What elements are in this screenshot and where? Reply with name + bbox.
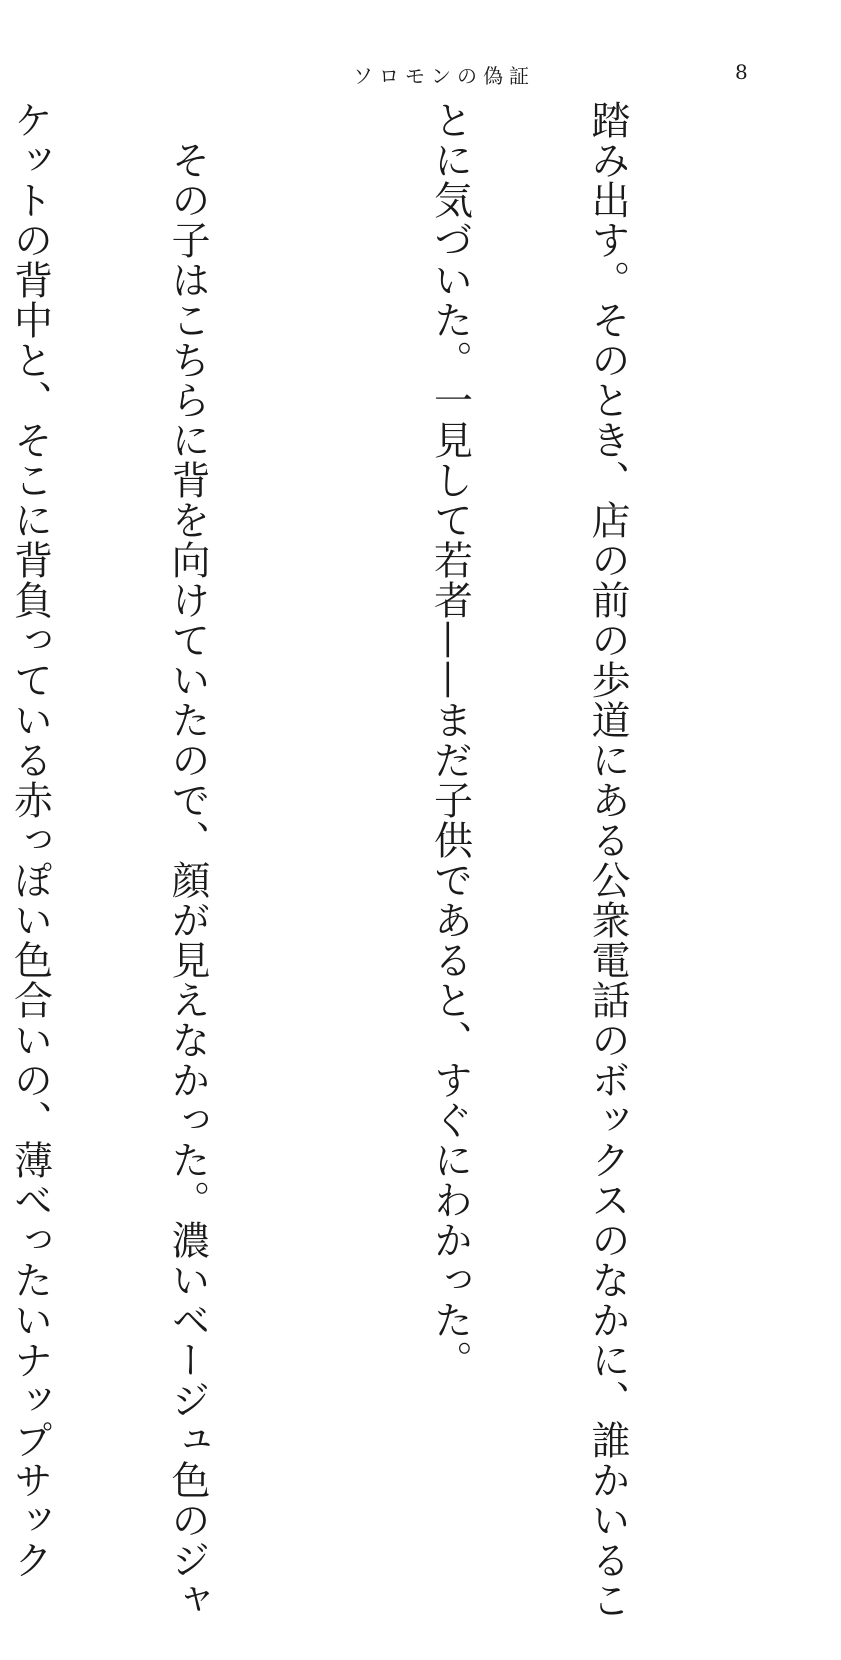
page-number: 8 xyxy=(735,60,748,84)
text-line: その子はこちらに背を向けていたので、顔が見えなかった。濃いベージュ色のジャ xyxy=(165,100,210,1620)
paragraph xyxy=(318,100,738,1620)
body-text xyxy=(7,100,738,1620)
paragraph xyxy=(0,100,318,1620)
text-line: とに気づいた。一見して若者——まだ子供であると、すぐにわかった。 xyxy=(427,100,473,1380)
running-title: ソロモンの偽証 xyxy=(353,64,535,88)
text-line: ケットの背中と、そこに背負っている赤っぽい色合いの、薄べったいナップサック xyxy=(7,100,53,1580)
text-line: 踏み出す。そのとき、店の前の歩道にある公衆電話のボックスのなかに、誰かいるこ xyxy=(585,100,630,1620)
